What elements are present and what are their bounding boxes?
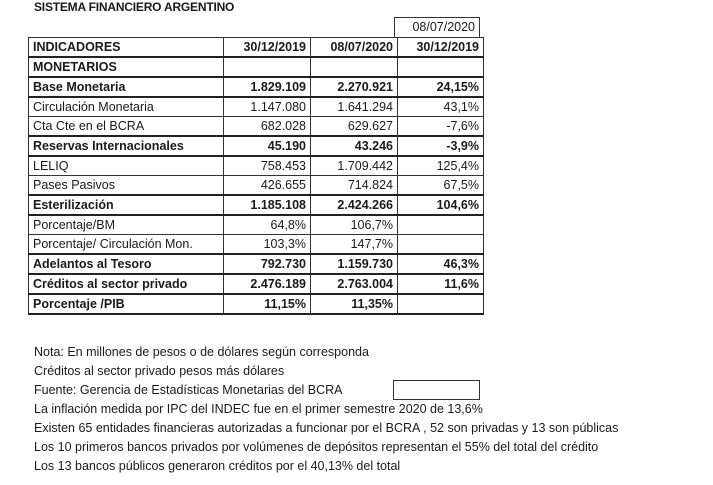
value-2019 [224, 57, 311, 77]
row-label: Pases Pasivos [29, 176, 224, 196]
table-row [29, 117, 484, 137]
notes-block [34, 343, 618, 476]
row-label: Cta Cte en el BCRA [29, 117, 224, 137]
value-2020: 2.763.004 [311, 274, 398, 294]
value-2019: 103,3% [224, 235, 311, 255]
value-2020: 629.627 [311, 117, 398, 137]
note-line: Créditos al sector privado pesos más dólares [34, 364, 285, 378]
value-2020: 106,7% [311, 215, 398, 235]
header-date-2020: 08/07/2020 [311, 38, 398, 58]
row-label: MONETARIOS [29, 57, 224, 77]
row-label: Reservas Internacionales [29, 136, 224, 156]
table-row [29, 235, 484, 255]
header-date-2019: 30/12/2019 [224, 38, 311, 58]
value-2019: 11,15% [224, 294, 311, 314]
table-row [29, 274, 484, 294]
note-line: Fuente: Gerencia de Estadísticas Monetarias del BCRA [34, 383, 343, 397]
row-label: Porcentaje/BM [29, 215, 224, 235]
variation: -3,9% [398, 136, 484, 156]
value-2020: 1.159.730 [311, 254, 398, 274]
value-2019: 426.655 [224, 176, 311, 196]
table-header-row [29, 38, 484, 58]
header-indicadores: INDICADORES [29, 38, 224, 58]
value-2020: 714.824 [311, 176, 398, 196]
note-line: Nota: En millones de pesos o de dólares según corresponda [34, 345, 369, 359]
note-line: Los 10 primeros bancos privados por volúmenes de depósitos representan el 55% del total del crédito [34, 440, 599, 454]
value-2020: 1.709.442 [311, 156, 398, 176]
value-2019: 1.185.108 [224, 195, 311, 215]
variation: 104,6% [398, 195, 484, 215]
note-line: Existen 65 entidades financieras autorizadas a funcionar por el BCRA , 52 son privadas y 13 son públicas [34, 421, 619, 435]
header-cell-variation-date: 08/07/2020 [394, 17, 480, 37]
table-row [29, 294, 484, 314]
row-label: Porcentaje/ Circulación Mon. [29, 235, 224, 255]
variation [398, 235, 484, 255]
value-2019: 45.190 [224, 136, 311, 156]
variation: 43,1% [398, 97, 484, 117]
note-line: La inflación medida por IPC del INDEC fue en el primer semestre 2020 de 13,6% [34, 402, 483, 416]
row-label: Créditos al sector privado [29, 274, 224, 294]
value-2020: 1.641.294 [311, 97, 398, 117]
note-line: Los 13 bancos públicos generaron créditos por el 40,13% del total [34, 459, 401, 473]
value-2019: 758.453 [224, 156, 311, 176]
table-row [29, 176, 484, 196]
value-2019: 682.028 [224, 117, 311, 137]
header-variation: 30/12/2019 [398, 38, 484, 58]
value-2020: 11,35% [311, 294, 398, 314]
document-title: SISTEMA FINANCIERO ARGENTINO [34, 0, 235, 14]
table-row [29, 57, 484, 77]
table-row [29, 254, 484, 274]
table-row [29, 77, 484, 97]
variation: -7,6% [398, 117, 484, 137]
row-label: Esterilización [29, 195, 224, 215]
empty-cell-box [393, 380, 480, 400]
value-2019: 64,8% [224, 215, 311, 235]
variation: 67,5% [398, 176, 484, 196]
value-2019: 792.730 [224, 254, 311, 274]
table-row [29, 136, 484, 156]
variation: 24,15% [398, 77, 484, 97]
value-2020: 147,7% [311, 235, 398, 255]
row-label: Porcentaje /PIB [29, 294, 224, 314]
row-label: LELIQ [29, 156, 224, 176]
table-row [29, 156, 484, 176]
variation [398, 215, 484, 235]
table-row [29, 215, 484, 235]
variation: 11,6% [398, 274, 484, 294]
row-label: Circulación Monetaria [29, 97, 224, 117]
value-2019: 2.476.189 [224, 274, 311, 294]
value-2019: 1.829.109 [224, 77, 311, 97]
value-2020: 2.270.921 [311, 77, 398, 97]
value-2020: 43.246 [311, 136, 398, 156]
table-row [29, 195, 484, 215]
indicators-table [28, 37, 484, 315]
row-label: Adelantos al Tesoro [29, 254, 224, 274]
table-row [29, 97, 484, 117]
value-2020: 2.424.266 [311, 195, 398, 215]
row-label: Base Monetaria [29, 77, 224, 97]
variation: 125,4% [398, 156, 484, 176]
variation [398, 57, 484, 77]
value-2020 [311, 57, 398, 77]
value-2019: 1.147.080 [224, 97, 311, 117]
variation [398, 294, 484, 314]
variation: 46,3% [398, 254, 484, 274]
